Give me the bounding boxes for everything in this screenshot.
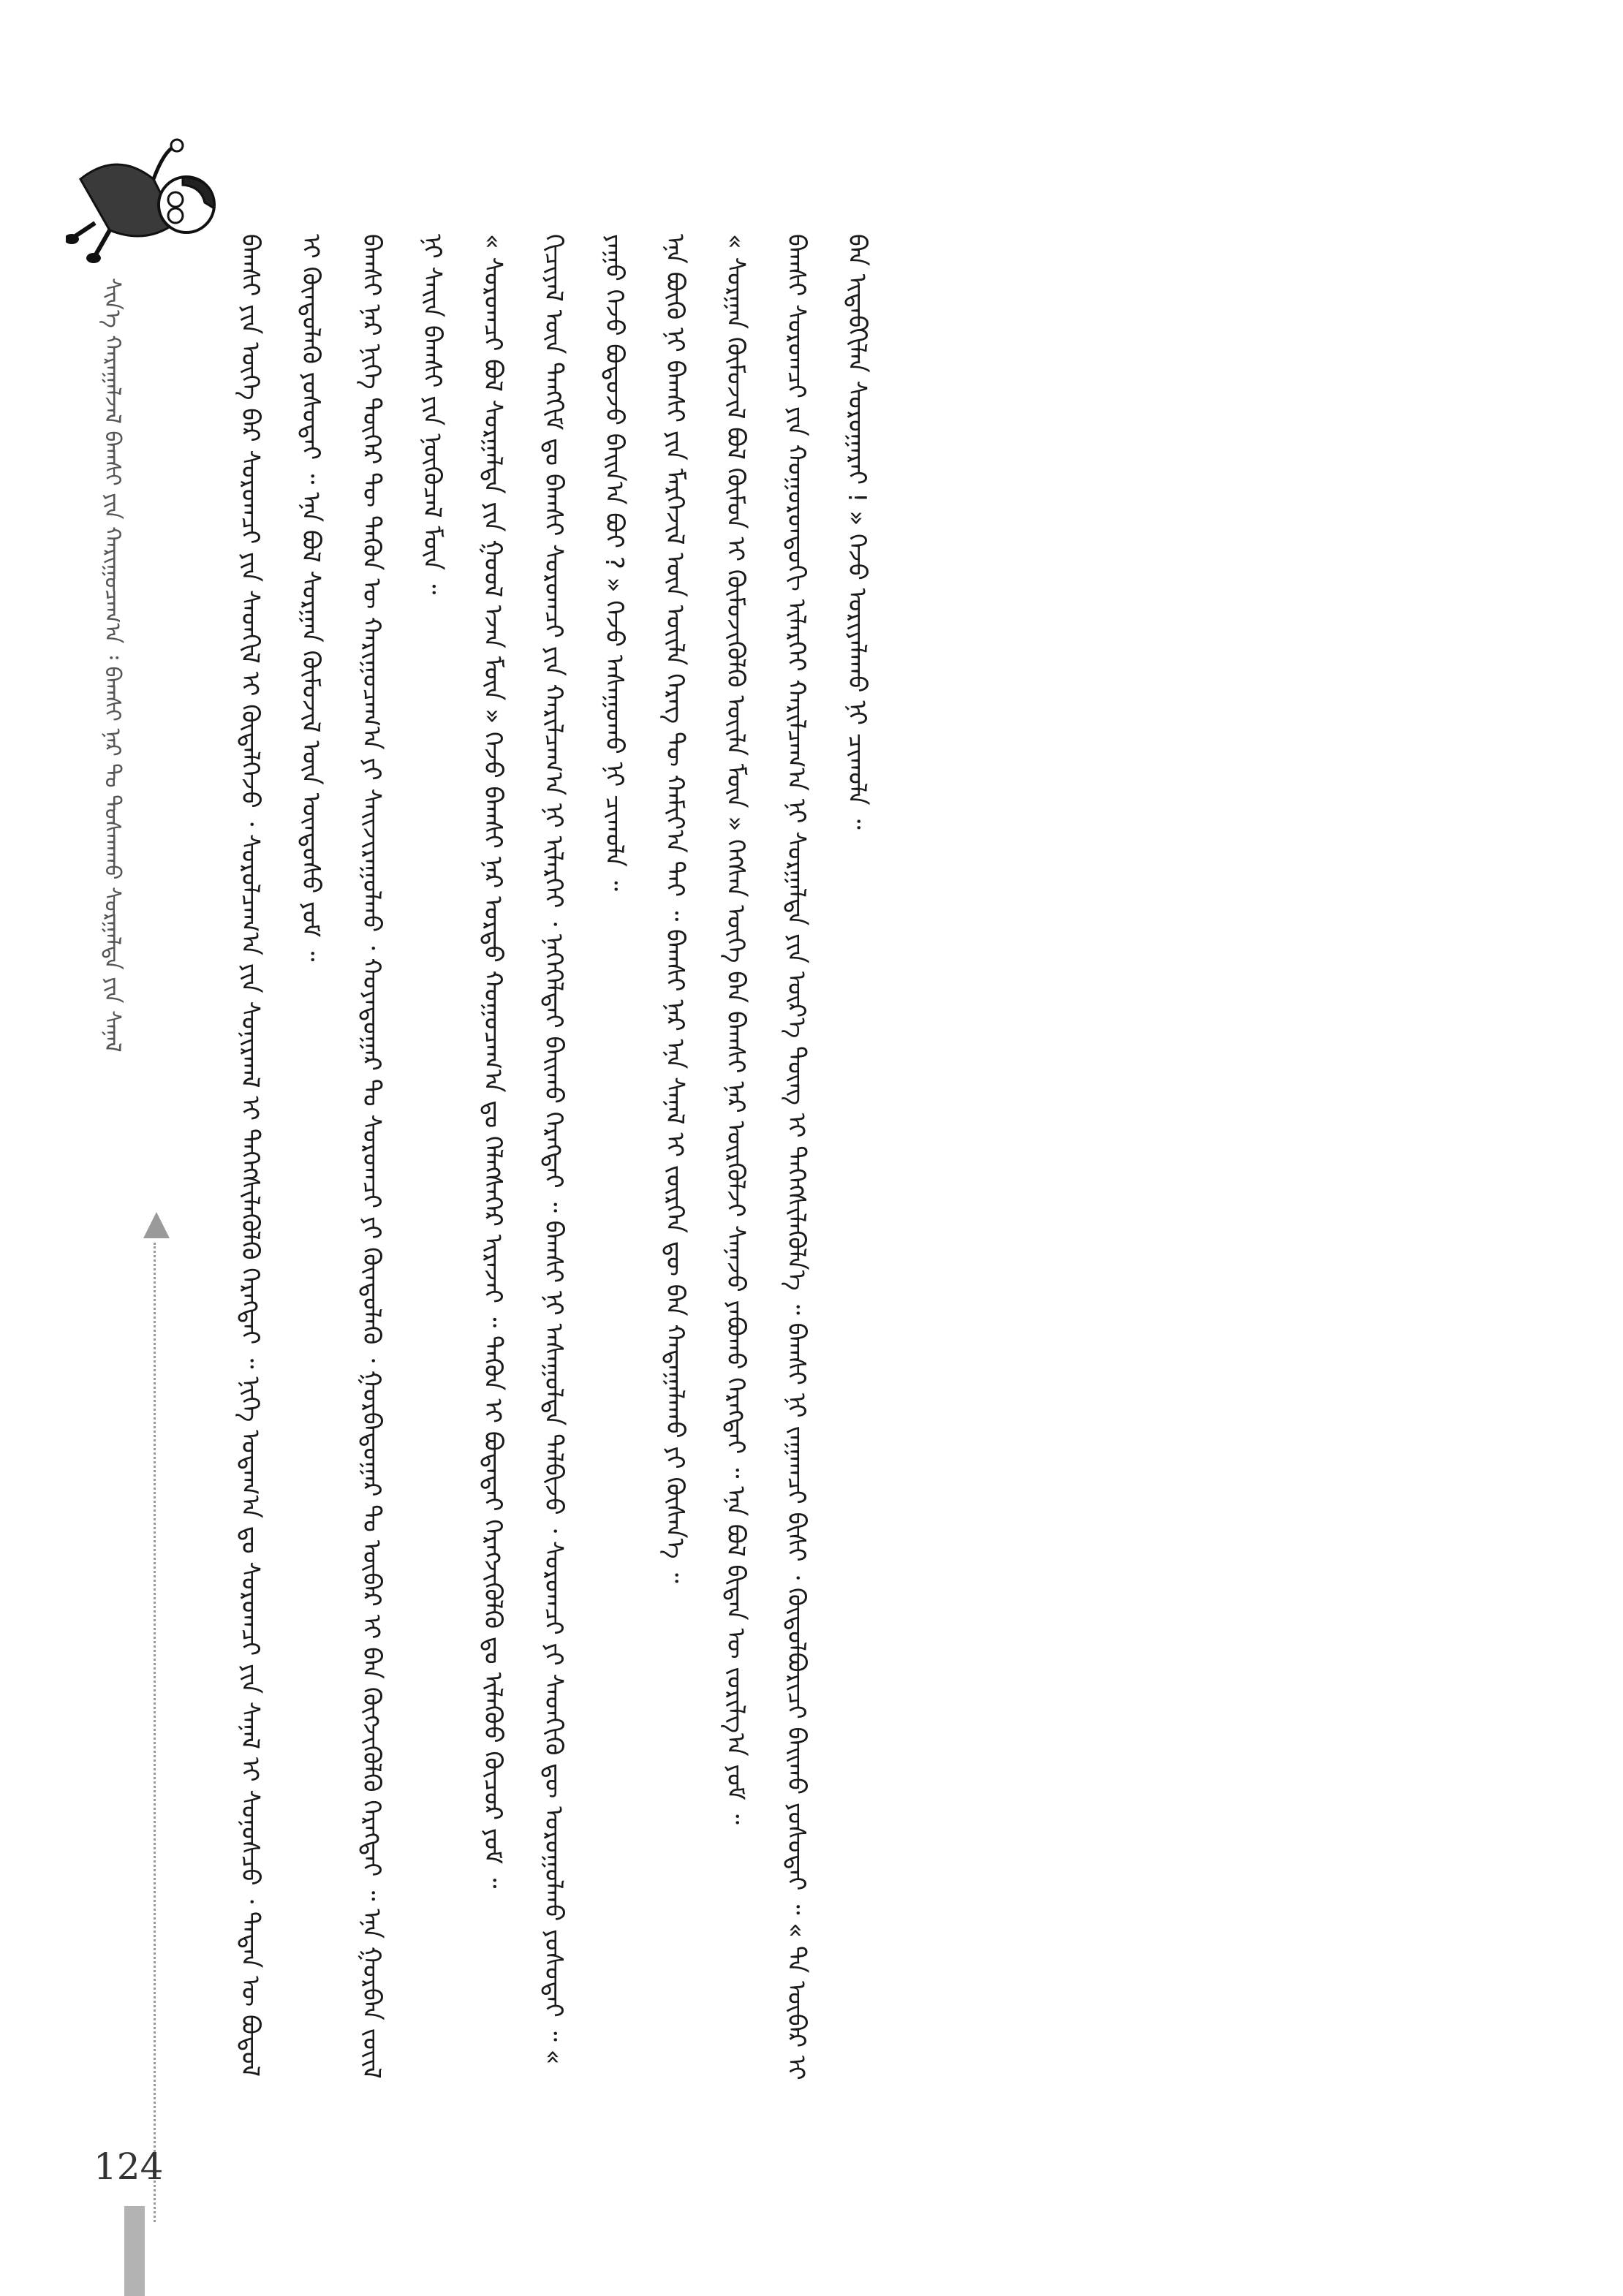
paragraph: ᠡᠨᠡ ᠪᠦᠬᠦ ᠨᠢ ᠪᠠᠭᠰᠢ ᠶᠢᠨ ᠮᠡᠷᠭᠡᠵᠢᠯ ᠦᠨ ᠦᠢᠯᠡ ᠬᠡᠷᠡᠭ ᠲᠦ ᠬᠠᠮᠢᠶ᠎ᠠ ᠲᠠᠢ ᠃ ᠪᠠᠭᠰᠢ ᠨᠠᠷ ᠡᠨᠡ ᠰᠠᠨᠠᠯ ᠢ ᠵᠦᠷᠭᠡᠨ ᠳᠦ ᠪᠡᠨ ᠬᠠᠳᠠᠭᠠᠯᠠᠬᠤ ᠶᠢ ᠬᠦᠰᠡᠨ᠎ᠡ ᠃ [660,234,689,1583]
page-number: 124 [94,2145,164,2188]
paragraph: ᠪᠠᠭᠰᠢ ᠰᠤᠷᠤᠭᠴᠢ ᠶᠢᠨ ᠬᠣᠭᠣᠷᠣᠨᠳᠤᠬᠢ ᠢᠯᠡᠷᠬᠡᠢ ᠬᠠᠷᠢᠯᠴᠠᠭ᠎ᠠ ᠨᠢ ᠰᠤᠷᠭᠠᠯᠲᠠ ᠶᠢᠨ ᠦᠷ᠎ᠡ ᠳᠦᠩ ᠢ ᠳᠡᠭᠡᠭᠰᠢᠯᠡᠭᠦᠯᠨ᠎ᠡ ᠃ ᠪᠠᠭᠰᠢ ᠨᠢ ᠵᠠᠭᠠᠭᠴᠢ ᠪᠢᠰᠢ ᠂ ᠬᠥᠲᠦᠯᠪᠦᠷᠢᠴᠢ ᠪᠠᠢᠬᠤ ᠶᠣᠰᠤᠲᠠᠢ ᠃ « ᠲᠠ ᠦᠪᠡᠷ ᠢ ᠪᠡᠨ ᠢᠳᠡᠪᠬᠢᠯᠡᠨ ᠰᠤᠷᠤᠭᠠᠷᠠᠢ ! » ᠭᠡᠵᠦ ᠤᠷᠢᠶᠠᠯᠠᠬᠤ ᠨᠢ ᠴᠢᠬᠤᠯᠠ ᠃ [782,234,871,2080]
paragraph: « ᠰᠤᠷᠤᠭᠴᠢ ᠪᠣᠯ ᠰᠤᠷᠭᠠᠯᠲᠠ ᠶᠢᠨ ᠭᠣᠣᠯ ᠡᠵᠡᠨ ᠮᠥᠨ » ᠭᠡᠵᠦ ᠪᠠᠭᠰᠢ ᠨᠠᠷ ᠤᠷᠲᠤ ᠬᠤᠭᠤᠴᠠᠭ᠎ᠠ ᠳᠤ ᠬᠡᠯᠡᠭᠰᠡᠭᠡᠷ ᠢᠷᠡᠵᠡᠢ ᠃ ᠲᠡᠭᠦᠨ ᠢ ᠪᠣᠳᠠᠲᠠᠢ ᠬᠡᠷᠡᠭᠵᠢᠭᠦᠯᠬᠦ ᠳᠤ ᠢᠯᠡᠭᠦᠦ ᠬᠦᠴᠦᠷ ᠶᠤᠮ ᠃ [478,234,507,1889]
triangle-marker-icon [143,1212,170,1238]
paragraph: ᠪᠠᠭᠰᠢ ᠶᠢᠨ ᠦᠭᠡ ᠪᠡᠷ ᠰᠤᠷᠤᠭᠴᠢ ᠶᠢᠨ ᠰᠡᠳᠬᠢᠯ ᠢ ᠬᠦᠳᠡᠯᠭᠡᠵᠦ ᠂ ᠰᠤᠷᠤᠯᠴᠠᠭ᠎ᠠ ᠶᠢᠨ ᠰᠤᠨᠢᠷᠬᠠᠯ ᠢ ᠳᠡᠭᠡᠭᠰᠢᠯᠡᠭᠦᠯᠬᠦ ᠬᠡᠷᠡᠭᠲᠡᠢ ᠃ ᠨᠢᠭᠡ ᠤᠳᠠᠭ᠎ᠠ ᠳᠤ ᠰᠤᠷᠤᠭᠴᠢ ᠶᠢᠨ ᠰᠠᠨᠠᠯ ᠢ ᠰᠣᠨᠤᠰᠴᠤ ᠂ ᠲᠡᠳᠡᠨ ᠦ ᠪᠣᠳᠤᠯ ᠢ ᠬᠦᠨᠳᠦᠯᠡᠬᠦ ᠶᠣᠰᠤᠲᠠᠢ ᠃ ᠡᠨᠡ ᠪᠣᠯ ᠰᠤᠷᠭᠠᠨ ᠬᠦᠮᠦᠵᠢᠯ ᠦᠨ ᠦᠨᠳᠦᠰᠦ ᠶᠤᠮ ᠃ [235,234,325,2077]
paragraph: « ᠰᠤᠷᠭᠠᠨ ᠬᠦᠮᠦᠵᠢᠯ ᠪᠣᠯ ᠬᠦᠮᠦᠨ ᠢ ᠬᠦᠮᠦᠵᠢᠭᠦᠯᠬᠦ ᠦᠢᠯᠡ ᠮᠥᠨ » ᠭᠡᠭᠰᠡᠨ ᠦᠭᠡ ᠪᠡᠨ ᠪᠠᠭᠰᠢ ᠨᠠᠷ ᠦᠷᠭᠦᠯᠵᠢ ᠰᠠᠨᠠᠵᠤ ᠶᠠᠪᠤᠬᠤ ᠬᠡᠷᠡᠭᠲᠡᠢ ᠃ ᠡᠨᠡ ᠪᠣᠯ ᠪᠢᠳᠡᠨ ᠦ ᠵᠣᠷᠢᠯᠭ᠎ᠠ ᠶᠤᠮ ᠃ [721,234,750,1825]
body-text [219,234,1426,2105]
header-divider [154,1243,156,2222]
cartoon-boy-illustration [66,135,227,289]
paragraph: ᠬᠢᠴᠢᠶᠡᠯ ᠦᠨ ᠳᠠᠩᠬᠢᠮ ᠳᠤ ᠪᠠᠭᠰᠢ ᠰᠤᠷᠤᠭᠴᠢ ᠶᠢᠨ ᠬᠠᠷᠢᠯᠴᠠᠭ᠎ᠠ ᠨᠢ ᠢᠯᠡᠷᠬᠡᠢ ᠂ ᠨᠡᠭᠡᠭᠡᠯᠲᠡᠢ ᠪᠠᠢᠬᠤ ᠬᠡᠷᠡᠭᠲᠡᠢ ᠃ ᠪᠠᠭᠰᠢ ᠨᠢ ᠠᠰᠠᠭᠤᠯᠲᠠ ᠲᠠᠯᠪᠢᠵᠤ ᠂ ᠰᠤᠷᠤᠭᠴᠢ ᠶᠢ ᠰᠡᠳᠬᠢᠬᠦ ᠳᠦ ᠣᠷᠣᠭᠤᠯᠬᠤ ᠶᠣᠰᠤᠲᠠᠢ ᠃ « ᠶᠠᠭᠤ ᠭᠡᠵᠦ ᠪᠣᠳᠣᠵᠤ ᠪᠠᠢᠨ᠎ᠠ ᠪᠣᠢ ? » ᠭᠡᠵᠦ ᠠᠰᠠᠭᠤᠬᠤ ᠨᠢ ᠴᠢᠬᠤᠯᠠ ᠃ [539,234,629,2065]
running-header: ᠰᠢᠨ᠎ᠡ ᠬᠠᠷᠠᠭᠠᠯᠵᠠᠯ ᠪᠠᠭᠰᠢ ᠶᠢᠨ ᠬᠠᠷᠢᠭᠤᠴᠠᠭ᠎ᠠ ᠄ ᠪᠠᠭᠰᠢ ᠨᠠᠷ ᠲᠤ ᠳᠤᠰᠬᠠᠬᠤ ᠰᠤᠷᠭᠠᠯᠲᠠ ᠶᠢᠨ ᠰᠠᠨᠠᠯ [99,278,125,1053]
paragraph: ᠪᠠᠭᠰᠢ ᠨᠠᠷ ᠨᠢᠭᠡ ᠳᠦᠭᠡᠷ ᠲᠦ ᠲᠡᠭᠦᠨ ᠦ ᠬᠠᠷᠢᠭᠤᠴᠠᠭ᠎ᠠ ᠶᠢ ᠰᠠᠢᠵᠢᠷᠠᠭᠤᠯᠬᠤ ᠂ ᠬᠣᠶᠠᠳᠤᠭᠠᠷ ᠲᠤ ᠰᠤᠷᠤᠭᠴᠢ ᠶᠢ ᠬᠦᠨᠳᠦᠯᠡᠬᠦ ᠂ ᠭᠤᠷᠪᠠᠳᠤᠭᠠᠷ ᠲᠤ ᠦᠪᠡᠷ ᠢ ᠪᠡᠨ ᠬᠦᠭᠵᠢᠭᠦᠯᠬᠦ ᠬᠡᠷᠡᠭᠲᠡᠢ ᠃ ᠡᠨᠡ ᠭᠤᠷᠪᠠᠨ ᠵᠦᠢᠯ ᠨᠢ ᠰᠠᠢᠨ ᠪᠠᠭᠰᠢ ᠶᠢᠨ ᠨᠥᠬᠦᠴᠡᠯ ᠮᠥᠨ ᠃ [357,234,447,2079]
page-edge-bar [124,2206,145,2296]
